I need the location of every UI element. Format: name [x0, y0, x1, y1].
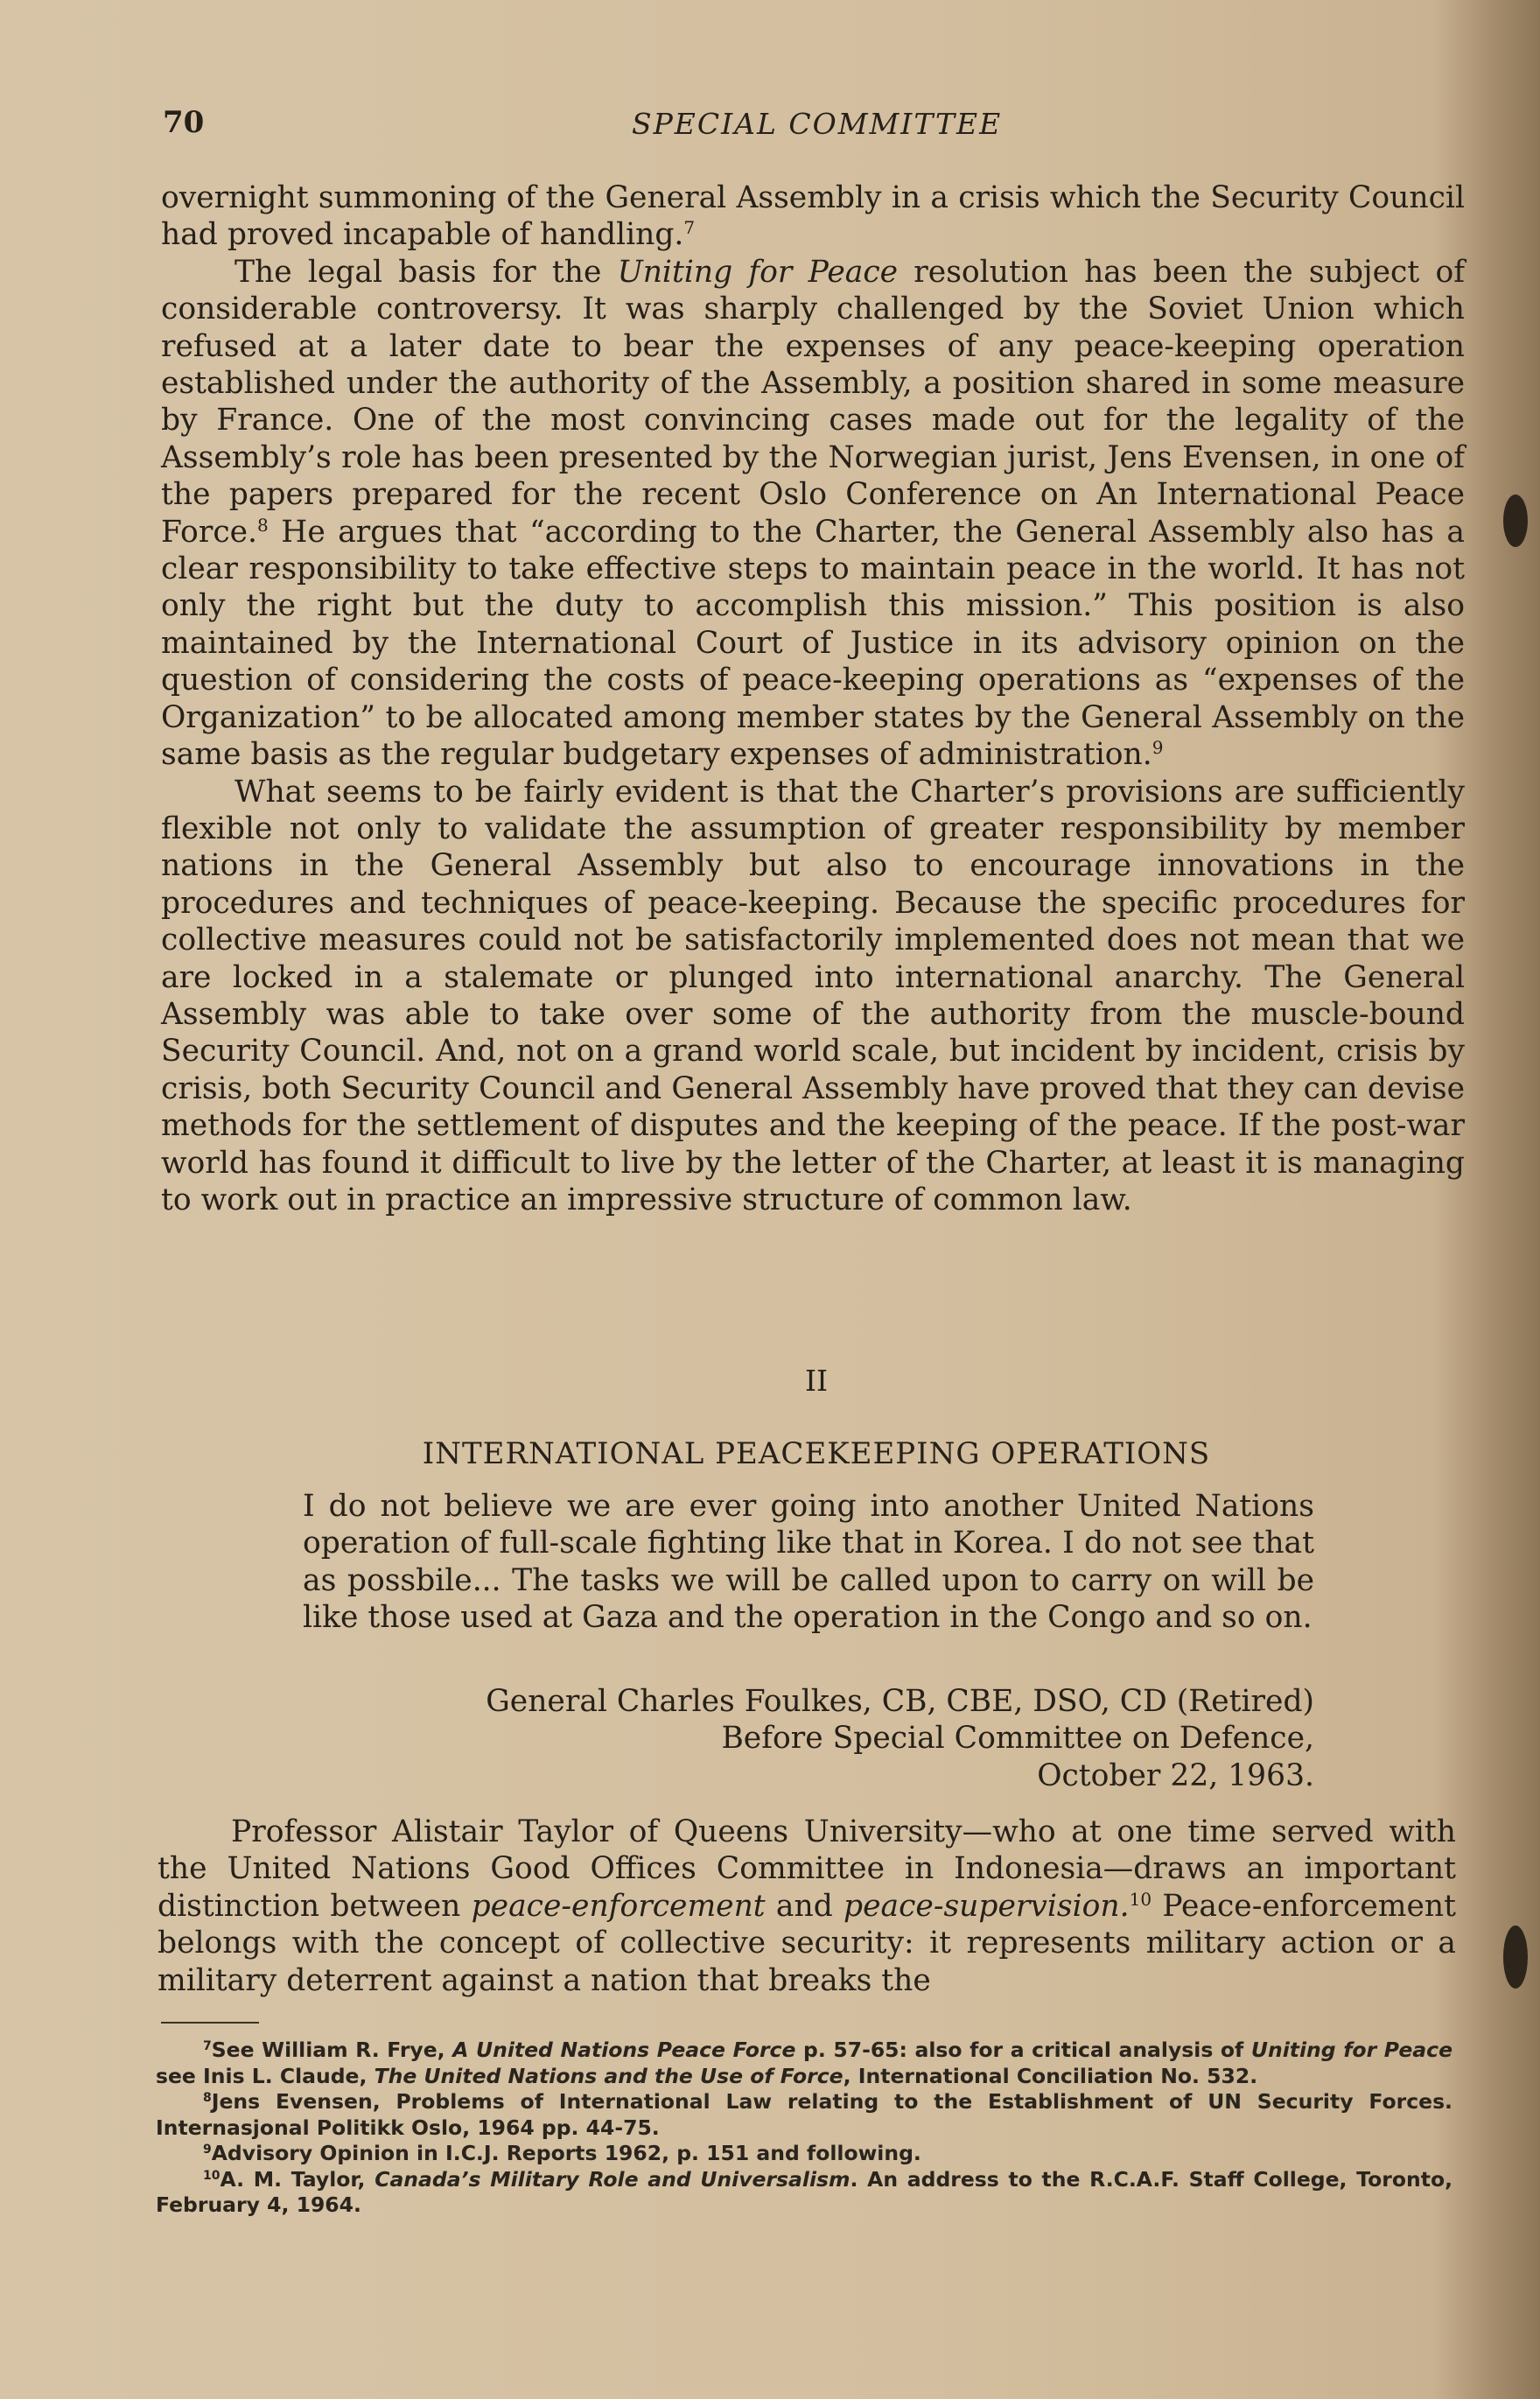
running-head	[163, 98, 1465, 151]
paragraph-4: Professor Alistair Taylor of Queens University—who at one time served with the United Nations Good Offices Committee in Indonesia—draws an important distinction between peace-enforcement and peace-supervision.$^{10}$ Peace-enforcement belongs with the concept of collective security: it represents military action or a military deterrent against a nation that breaks the	[158, 1814, 1456, 1998]
footnote-ref-9: 9	[1152, 737, 1164, 759]
page-number: 70	[163, 105, 205, 140]
paragraph-2: The legal basis for the Uniting for Peace resolution has been the subject of considerable controversy. It was sharply challenged by the Soviet Union which refused at a later date to bear the expenses of any peace-keeping operation established under the authority of the Assembly, a position shared in some measure by France. One of the most convincing cases made out for the legality of the Assembly’s role has been presented by the Norwegian jurist, Jens Evensen, in one of the papers prepared for the recent Oslo Conference on An International Peace Force.$^8$ He argues that “according to the Charter, the General Assembly also has a clear responsibility to take effective steps to maintain peace in the world. It has not only the right but the duty to accomplish this mission.” This position is also maintained by the International Court of Justice in its advisory opinion on the question of considering the costs of peace-keeping operations as “expenses of the Organization” to be allocated among member states by the General Assembly on the same basis as the regular budgetary expenses of administration.$^9$	[161, 254, 1466, 773]
italic-title: Uniting for Peace	[617, 254, 899, 290]
footnote-ref-10: 10	[1129, 1888, 1152, 1910]
running-title: SPECIAL COMMITTEE	[632, 107, 1003, 141]
paragraph-1: overnight summoning of the General Assembly in a crisis which the Security Council had proved incapable of handling.$^7$	[161, 180, 1465, 253]
binding-hole-mark	[1503, 1926, 1528, 1989]
attribution-line: Before Special Committee on Defence,	[721, 1721, 1314, 1757]
attribution-line: General Charles Foulkes, CB, CBE, DSO, CD (Retired)	[486, 1684, 1314, 1719]
footnote-rule	[161, 2022, 259, 2024]
footnotes	[156, 2038, 1452, 2219]
footnote-ref-7: 7	[683, 217, 696, 239]
footnote-9: $^9$Advisory Opinion in I.C.J. Reports 1962, p. 151 and following.	[203, 2141, 921, 2165]
section-title: INTERNATIONAL PEACEKEEPING OPERATIONS	[422, 1436, 1211, 1471]
epigraph-attribution	[486, 1683, 1314, 1794]
binding-hole-mark	[1503, 495, 1528, 547]
body-text-upper	[161, 179, 1465, 1218]
paragraph-3: What seems to be fairly evident is that the Charter’s provisions are sufficiently flexible not only to validate the assumption of greater responsibility by member nations in the General Assembly but also to encourage innovations in the procedures and techniques of peace-keeping. Because the specific procedures for collective measures could not be satisfactorily implemented does not mean that we are locked in a stalemate or plunged into international anarchy. The General Assembly was able to take over some of the authority from the muscle-bound Security Council. And, not on a grand world scale, but incident by incident, crisis by crisis, both Security Council and General Assembly have proved that they can devise methods for the settlement of disputes and the keeping of the peace. If the post-war world has found it difficult to live by the letter of the Charter, at least it is managing to work out in practice an impressive structure of common law.	[161, 774, 1465, 1217]
epigraph-quote: I do not believe we are ever going into another United Nations operation of full-scale fighting like that in Korea. I do not see that as possbile... The tasks we will be called upon to carry on will be like those used at Gaza and the operation in the Congo and so on.	[303, 1489, 1314, 1636]
body-text-lower	[158, 1813, 1456, 1999]
footnote-10: $^{10}$A. M. Taylor, Canada’s Military Role and Universalism. An address to the R.C.A.F. Staff College, Toronto, February 4, 1964.	[156, 2166, 1453, 2217]
attribution-line: October 22, 1963.	[1037, 1757, 1314, 1793]
footnote-ref-8: 8	[257, 514, 269, 536]
footnote-7: $^7$See William R. Frye, A United Nations Peace Force p. 57-65: also for a critical analysis of Uniting for Peace see Inis L. Claude, The United Nations and the Use of Force, International Conciliation No. 532.	[156, 2038, 1453, 2088]
section-numeral: II	[804, 1364, 829, 1398]
footnote-8: $^8$Jens Evensen, Problems of International Law relating to the Establishment of UN Security Forces. Internasjonal Politikk Oslo, 1964 pp. 44-75.	[156, 2089, 1452, 2140]
